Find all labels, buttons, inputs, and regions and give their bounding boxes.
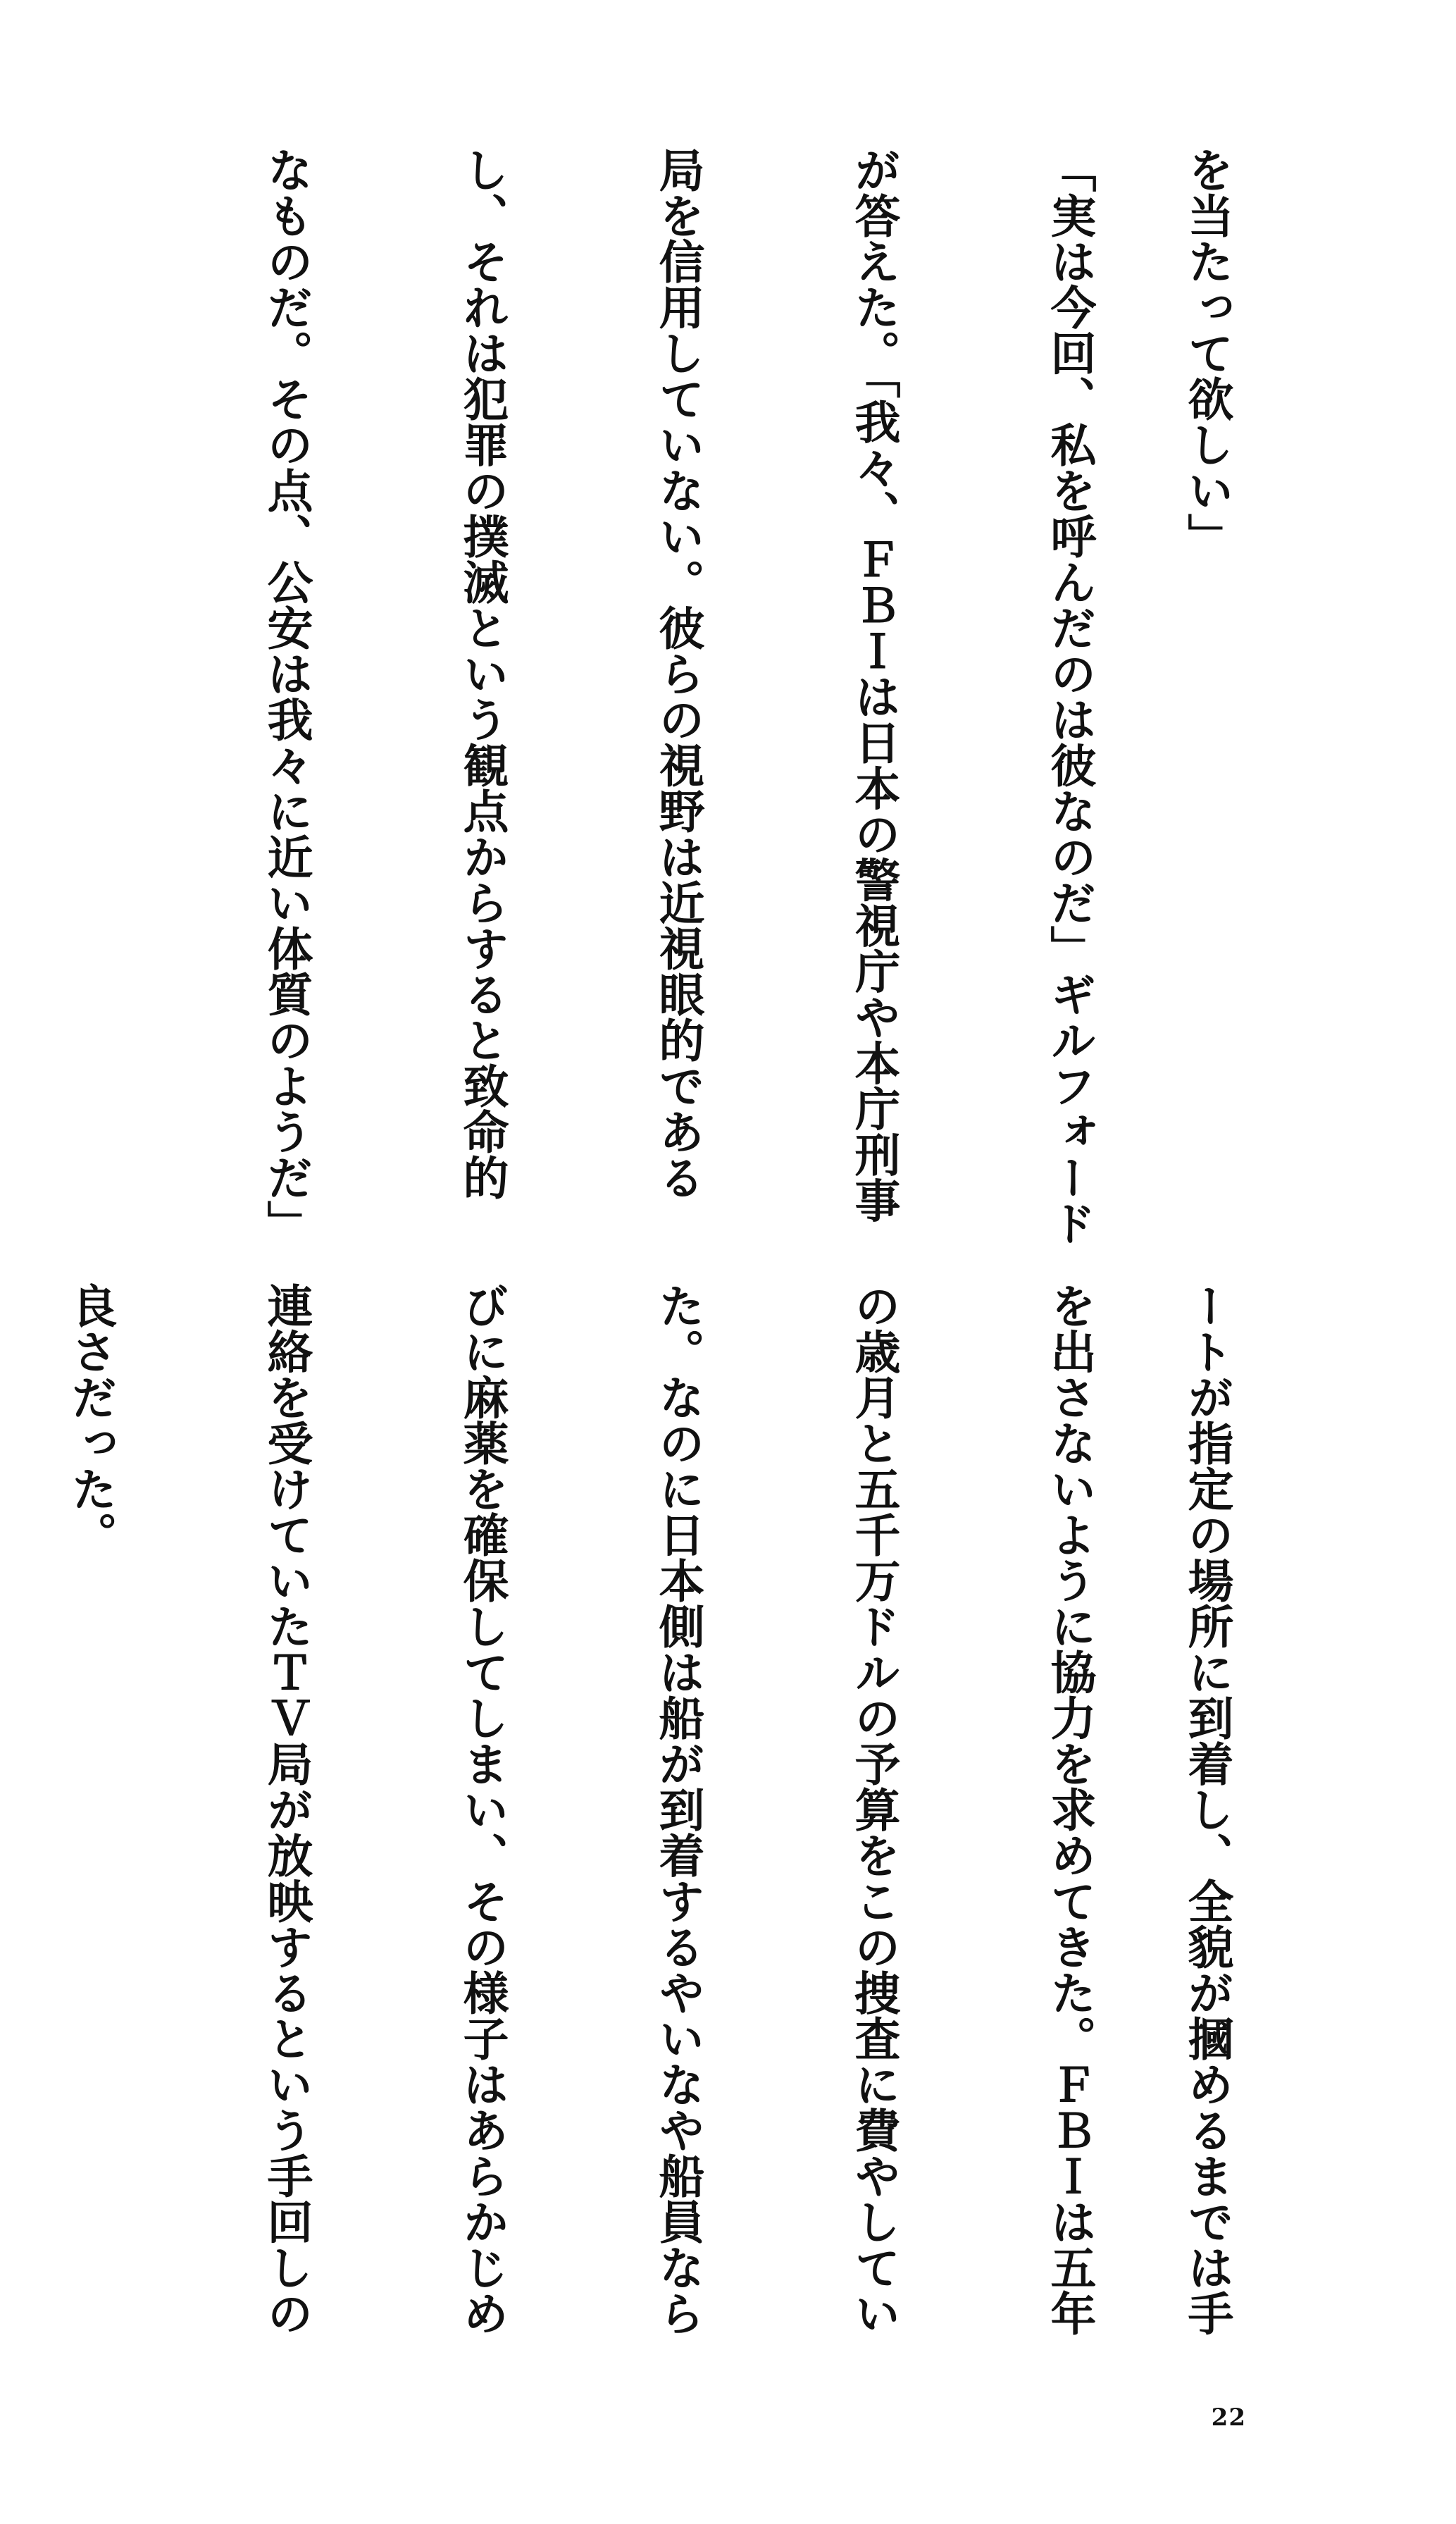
- text-column: の歳月と五千万ドルの予算をこの捜査に費やしてい: [847, 1282, 900, 2336]
- text-column: た。なのに日本側は船が到着するやいなや船員なら: [651, 1282, 704, 2336]
- text-column: を当たって欲しい」: [1180, 147, 1233, 559]
- text-column: 連絡を受けていたＴＶ局が放映するという手回しの: [259, 1282, 313, 2336]
- text-column: 「実は今回、私を呼んだのは彼なのだ」ギルフォード: [1043, 147, 1096, 1246]
- page-number: 22: [1211, 2404, 1246, 2432]
- text-column: 局を信用していない。彼らの視野は近視眼的である: [651, 147, 704, 1200]
- text-column: を出さないように協力を求めてきた。ＦＢＩは五年: [1043, 1282, 1096, 2336]
- text-column: 良さだった。: [63, 1282, 117, 1557]
- text-column: し、それは犯罪の撲滅という観点からすると致命的: [455, 147, 509, 1200]
- upper-text-block: [0, 147, 1321, 1246]
- paragraph-gap: [67, 147, 113, 1218]
- text-column: びに麻薬を確保してしまい、その様子はあらかじめ: [455, 1282, 509, 2336]
- text-column: が答えた。「我々、ＦＢＩは日本の警視庁や本庁刑事: [847, 147, 900, 1223]
- text-column: ートが指定の場所に到着し、全貌が摑めるまでは手: [1180, 1282, 1233, 2336]
- text-column: なものだ。その点、公安は我々に近い体質のようだ」: [259, 147, 313, 1246]
- lower-text-block: [0, 1282, 1321, 2339]
